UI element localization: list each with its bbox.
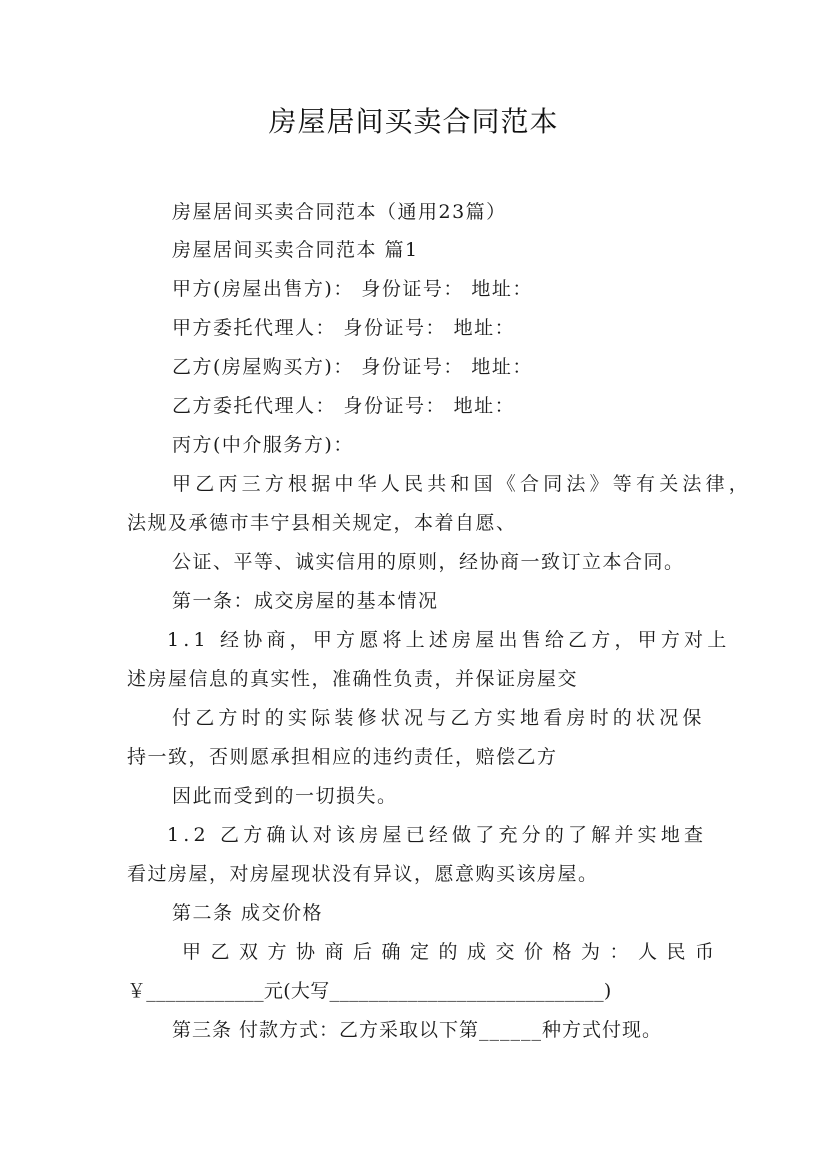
paragraph-line: 付乙方时的实际装修状况与乙方实地看房时的状况保 xyxy=(172,707,706,729)
subtitle-line: 房屋居间买卖合同范本（通用23篇） xyxy=(172,201,507,223)
paragraph-line: 持一致，否则愿承担相应的违约责任，赔偿乙方 xyxy=(127,746,558,768)
paragraph-line: 述房屋信息的真实性，准确性负责，并保证房屋交 xyxy=(127,668,579,690)
price-line: 甲乙双方协商后确定的成交价格为：人民币 xyxy=(182,941,724,963)
paragraph-line: 看过房屋，对房屋现状没有异议，愿意购买该房屋。 xyxy=(127,863,599,885)
section-heading: 房屋居间买卖合同范本 篇1 xyxy=(172,239,419,261)
article-heading: 第一条：成交房屋的基本情况 xyxy=(172,590,439,612)
paragraph-line: 因此而受到的一切损失。 xyxy=(172,785,398,807)
paragraph-line: 1.2 乙方确认对该房屋已经做了充分的了解并实地查 xyxy=(167,824,708,846)
paragraph-line: 甲乙丙三方根据中华人民共和国《合同法》等有关法律， xyxy=(172,473,753,495)
article-heading: 第二条 成交价格 xyxy=(172,902,324,924)
document-title: 房屋居间买卖合同范本 xyxy=(268,105,559,138)
party-c-line: 丙方(中介服务方)： xyxy=(172,434,354,456)
article-heading: 第三条 付款方式：乙方采取以下第______种方式付现。 xyxy=(172,1019,663,1041)
paragraph-line: 1.1 经协商，甲方愿将上述房屋出售给乙方，甲方对上 xyxy=(167,629,731,651)
party-a-line: 甲方(房屋出售方)： 身份证号： 地址： xyxy=(172,278,533,300)
price-blank-line: ￥____________元(大写____________________________) xyxy=(127,980,612,1002)
paragraph-line: 公证、平等、诚实信用的原则，经协商一致订立本合同。 xyxy=(172,551,685,573)
party-a-agent-line: 甲方委托代理人： 身份证号： 地址： xyxy=(172,317,516,339)
paragraph-line: 法规及承德市丰宁县相关规定，本着自愿、 xyxy=(127,512,517,534)
party-b-line: 乙方(房屋购买方)： 身份证号： 地址： xyxy=(172,356,533,378)
party-b-agent-line: 乙方委托代理人： 身份证号： 地址： xyxy=(172,395,516,417)
